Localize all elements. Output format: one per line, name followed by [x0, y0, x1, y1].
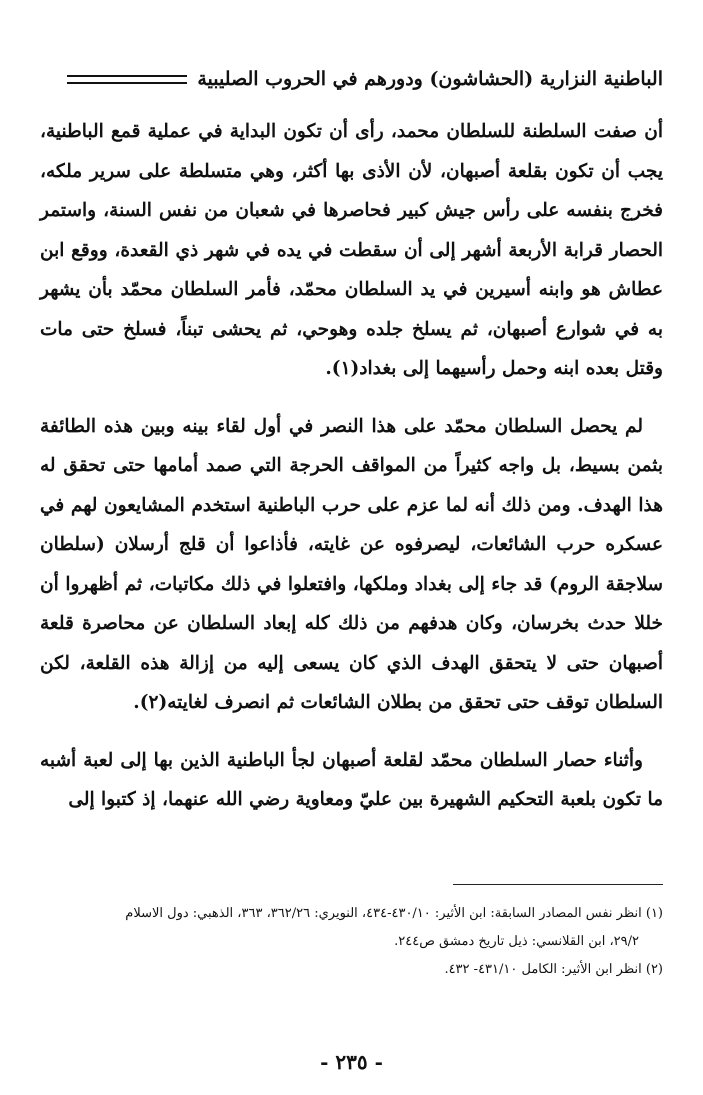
footnote-separator — [453, 884, 663, 885]
main-text — [40, 112, 663, 838]
page-number: - ٢٣٥ - — [320, 1050, 383, 1074]
header-rule-line-top — [67, 75, 187, 77]
footnote-2: (٢) انظر ابن الأثير: الكامل ٤٣١/١٠- ٤٣٢. — [444, 962, 663, 977]
header-title: الباطنية النزارية (الحشاشون) ودورهم في الحروب الصليبية — [197, 68, 663, 90]
paragraph-1: أن صفت السلطنة للسلطان محمد، رأى أن تكون البداية في عملية قمع الباطنية، يجب أن تكون بقلعة أصبهان، لأن الأذى بها أكثر، وهي متسلطة على سرير ملكه، فخرج بنفسه على رأس جيش كبير فحاصرها في شعبان من نفس السنة، واستمر الحصار قرابة الأربعة أشهر إلى أن سقطت في يده في شهر ذي القعدة، ووقع ابن عطاش هو وابنه أسيرين في يد السلطان محمّد، فأمر السلطان محمّد بأن يشهر به في شوارع أصبهان، ثم يسلخ جلده وهوحي، ثم يحشى تبناً، فسلخ حتى مات وقتل بعده ابنه وحمل رأسيهما إلى بغداد(١). — [40, 121, 663, 379]
footnote-1: (١) انظر نفس المصادر السابقة: ابن الأثير: ٤٣٠/١٠-٤٣٤، النويري: ٣٦٢/٢٦، ٣٦٣، الذهبي: دول الاسلام — [125, 906, 663, 921]
footnote-1-continuation: ٢٩/٢، ابن القلانسي: ذيل تاريخ دمشق ص٢٤٤. — [394, 934, 639, 949]
paragraph-2: لم يحصل السلطان محمّد على هذا النصر في أول لقاء بينه وبين هذه الطائفة بثمن بسيط، بل واجه كثيراً من المواقف الحرجة التي صمد أمامها حتى تحقق له هذا الهدف. ومن ذلك أنه لما عزم على حرب الباطنية استخدم المشايعون لهم في عسكره حرب الشائعات، ليصرفوه عن غايته، فأذاعوا أن قلج أرسلان (سلطان سلاجقة الروم) قد جاء إلى بغداد وملكها، وافتعلوا في ذلك مكاتبات، ثم أظهروا أن خللا حدث بخرسان، وكان هدفهم من ذلك كله إبعاد السلطان عن محاصرة قلعة أصبهان حتى لا يتحقق الهدف الذي كان يسعى إليه من إزالة هذه القلعة، لكن السلطان توقف حتى تحقق من بطلان الشائعات ثم انصرف لغايته(٢). — [40, 415, 663, 713]
running-header — [70, 62, 663, 96]
header-double-rule — [67, 75, 187, 84]
header-rule-line-bottom — [67, 82, 187, 84]
paragraph-3: وأثناء حصار السلطان محمّد لقلعة أصبهان لجأ الباطنية الذين بها إلى لعبة أشبه ما تكون بلعبة التحكيم الشهيرة بين عليّ ومعاوية رضي الله عنهما، إذ كتبوا إلى — [40, 749, 663, 810]
footnotes — [40, 900, 663, 984]
